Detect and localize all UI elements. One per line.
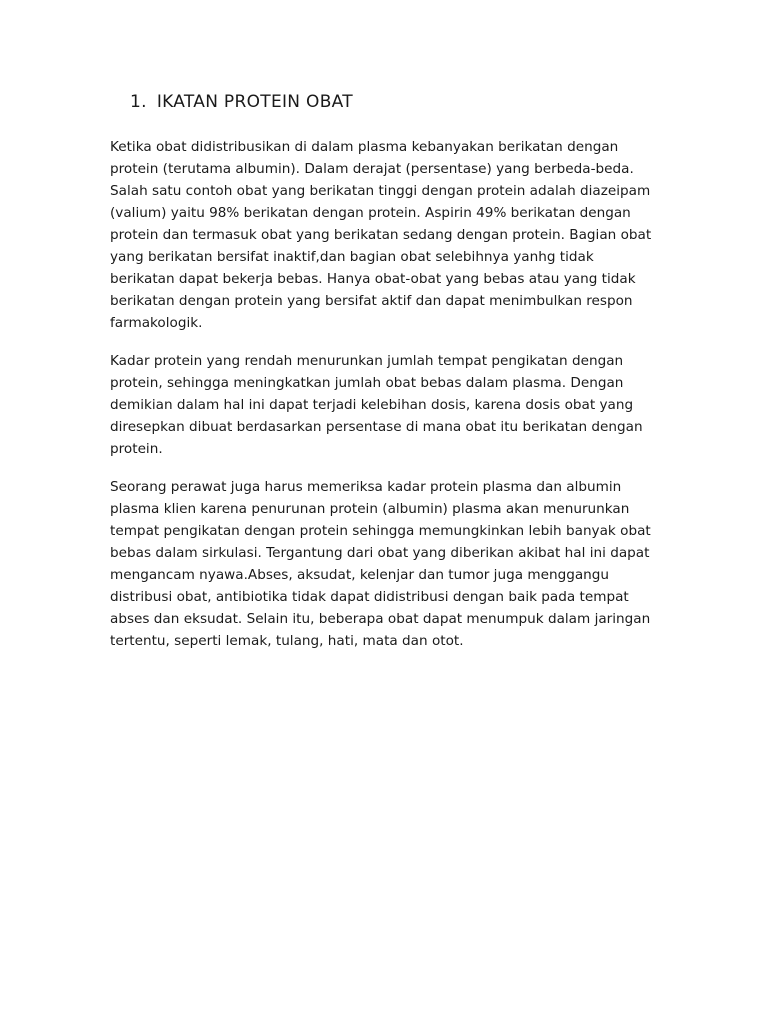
text-line: berikatan dapat bekerja bebas. Hanya obat-obat yang bebas atau yang tidak <box>110 271 636 287</box>
section-number: 1. <box>130 92 147 112</box>
text-line: Kadar protein yang rendah menurunkan jumlah tempat pengikatan dengan <box>110 353 624 369</box>
text-line: Salah satu contoh obat yang berikatan tinggi dengan protein adalah diazeipam <box>110 183 651 199</box>
text-line: distribusi obat, antibiotika tidak dapat didistribusi dengan baik pada tempat <box>110 589 629 605</box>
section-heading <box>130 92 353 112</box>
paragraph-1 <box>110 136 670 334</box>
text-line: plasma klien karena penurunan protein (albumin) plasma akan menurunkan <box>110 501 630 517</box>
text-line: demikian dalam hal ini dapat terjadi kelebihan dosis, karena dosis obat yang <box>110 397 634 413</box>
text-line: protein. <box>110 441 163 457</box>
text-line: mengancam nyawa.Abses, aksudat, kelenjar dan tumor juga menggangu <box>110 567 610 583</box>
paragraph-3 <box>110 476 670 652</box>
text-line: Ketika obat didistribusikan di dalam plasma kebanyakan berikatan dengan <box>110 139 619 155</box>
text-line: tempat pengikatan dengan protein sehingga memungkinkan lebih banyak obat <box>110 523 651 539</box>
text-line: berikatan dengan protein yang bersifat aktif dan dapat menimbulkan respon <box>110 293 633 309</box>
text-line: yang berikatan bersifat inaktif,dan bagian obat selebihnya yanhg tidak <box>110 249 594 265</box>
text-line: farmakologik. <box>110 315 203 331</box>
text-line: (valium) yaitu 98% berikatan dengan protein. Aspirin 49% berikatan dengan <box>110 205 631 221</box>
text-line: Seorang perawat juga harus memeriksa kadar protein plasma dan albumin <box>110 479 622 495</box>
text-line: diresepkan dibuat berdasarkan persentase di mana obat itu berikatan dengan <box>110 419 643 435</box>
text-line: protein dan termasuk obat yang berikatan sedang dengan protein. Bagian obat <box>110 227 652 243</box>
body-text <box>110 136 670 668</box>
text-line: protein (terutama albumin). Dalam derajat (persentase) yang berbeda-beda. <box>110 161 634 177</box>
text-line: abses dan eksudat. Selain itu, beberapa obat dapat menumpuk dalam jaringan <box>110 611 651 627</box>
text-line: protein, sehingga meningkatkan jumlah obat bebas dalam plasma. Dengan <box>110 375 624 391</box>
section-title: IKATAN PROTEIN OBAT <box>156 92 353 112</box>
paragraph-2 <box>110 350 670 460</box>
text-line: tertentu, seperti lemak, tulang, hati, mata dan otot. <box>110 633 464 649</box>
text-line: bebas dalam sirkulasi. Tergantung dari obat yang diberikan akibat hal ini dapat <box>110 545 650 561</box>
